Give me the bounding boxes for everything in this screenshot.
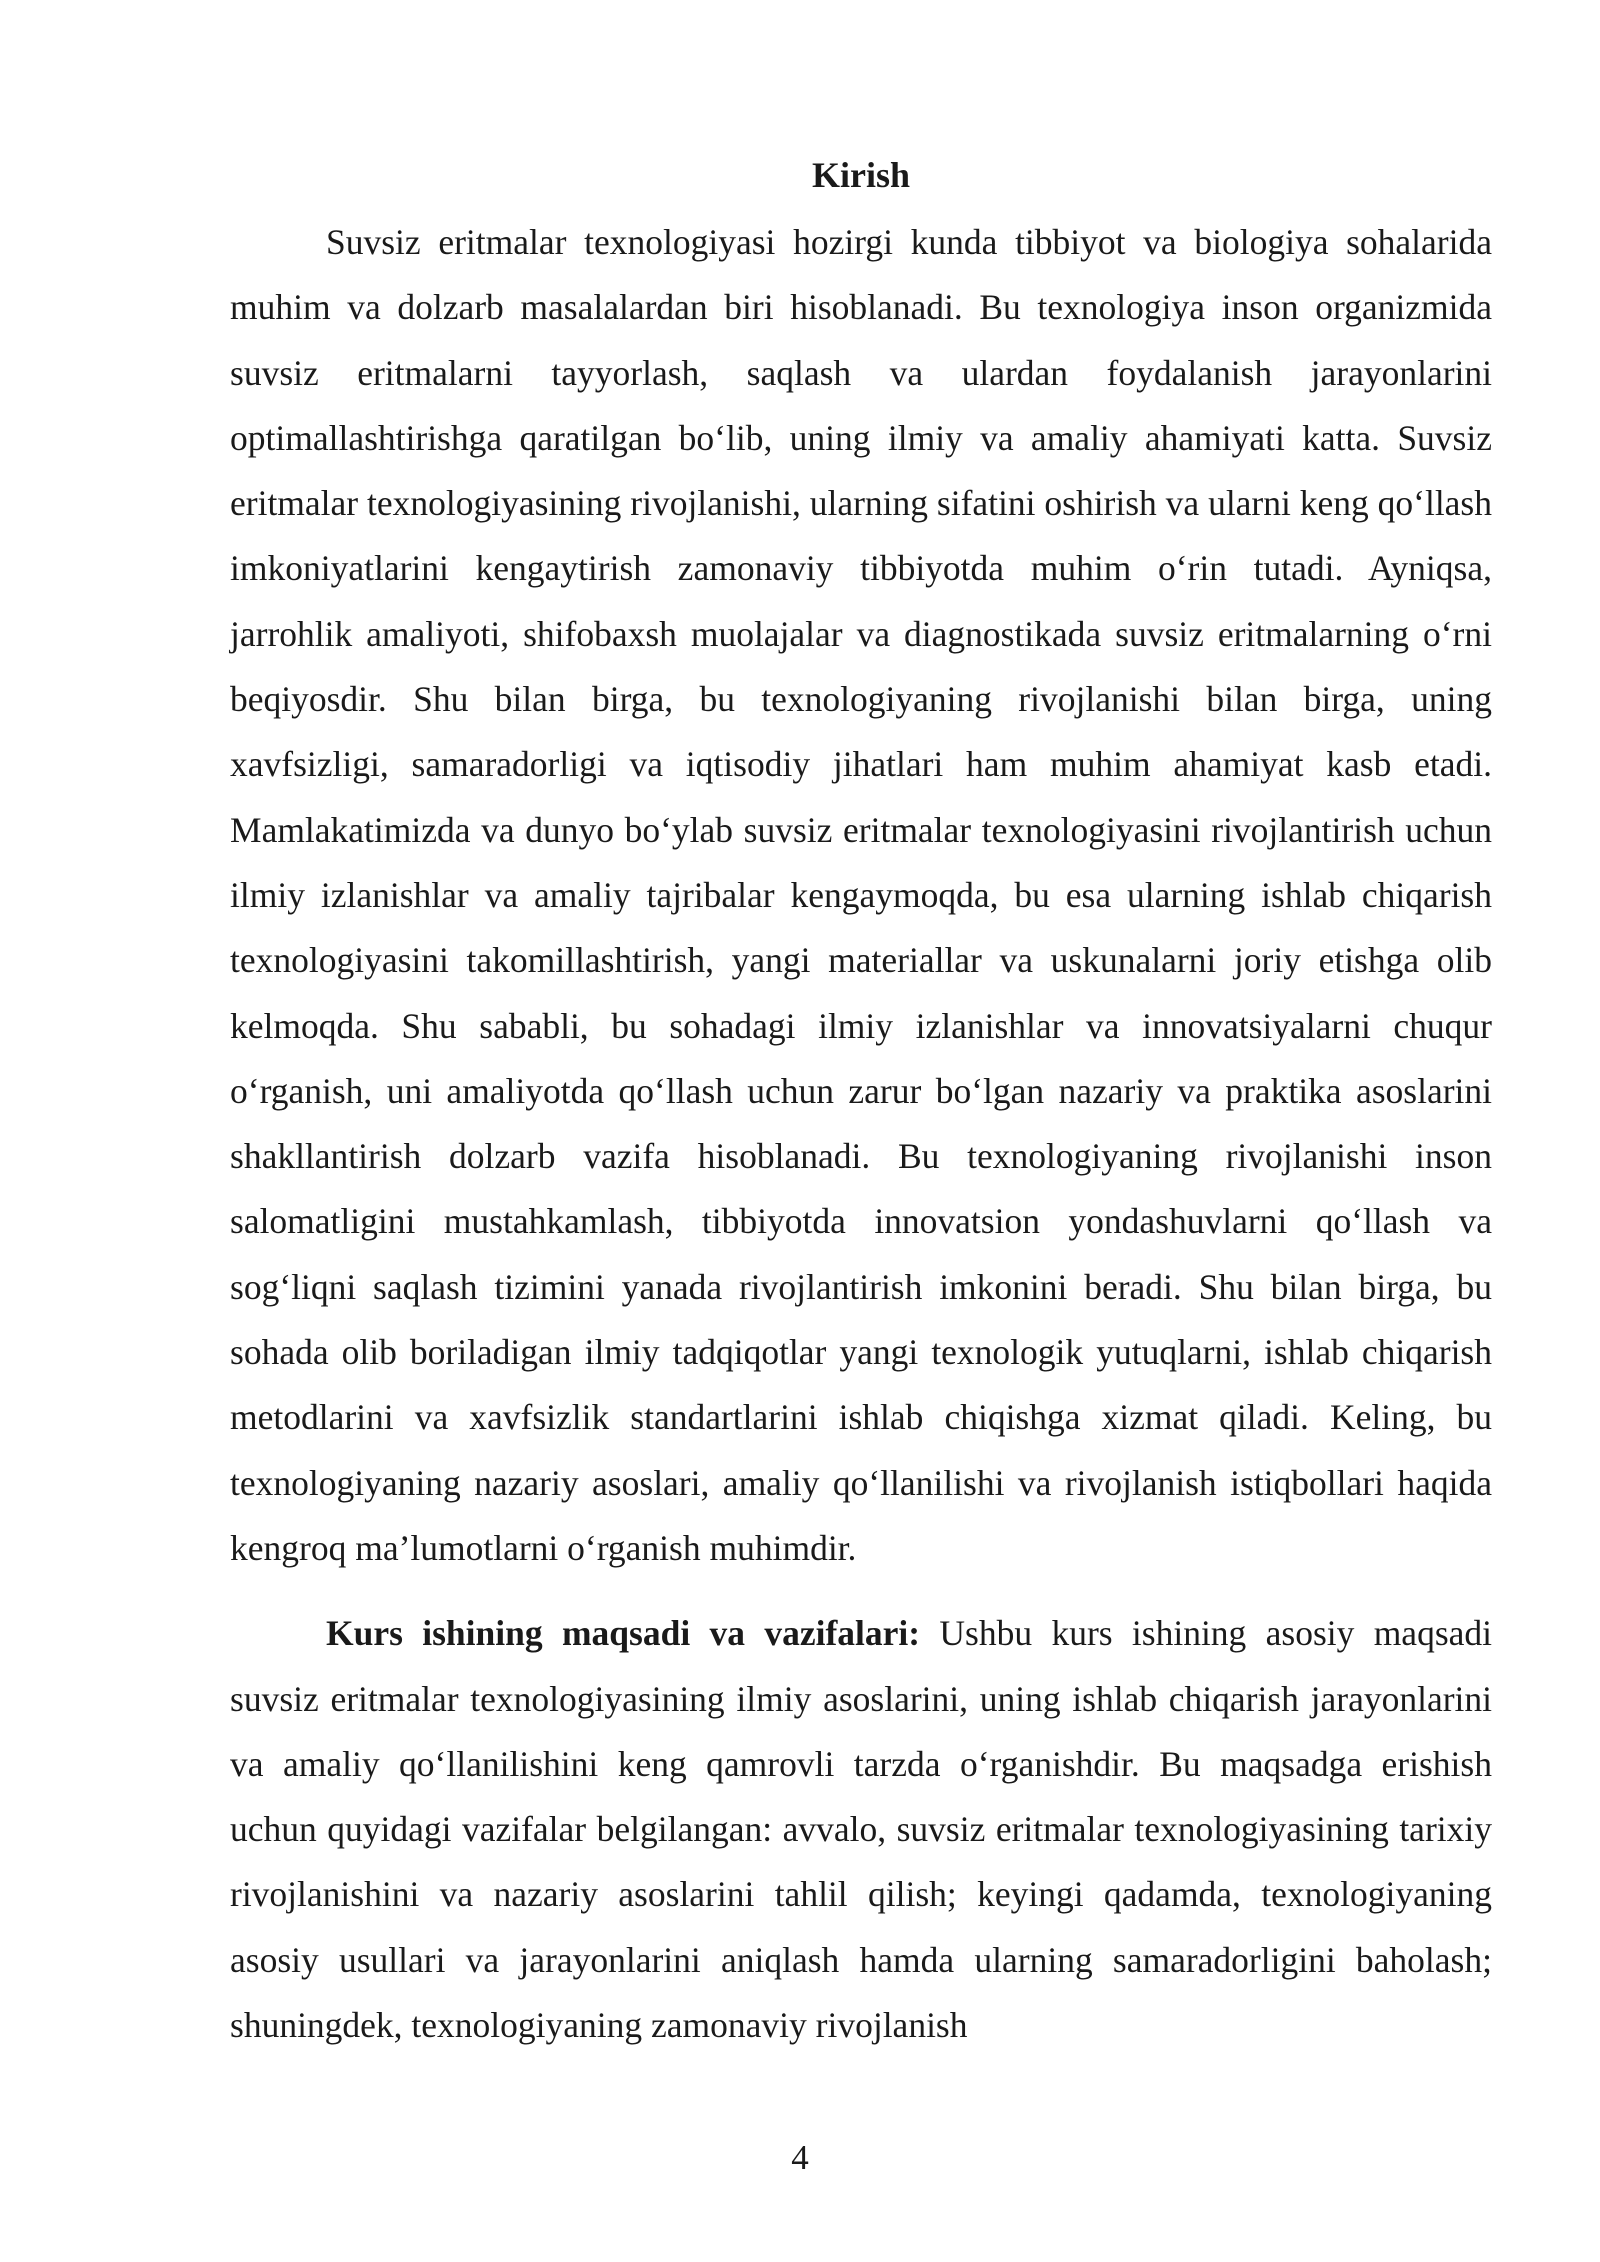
paragraph-lead: Kurs ishining maqsadi va vazifalari: (326, 1613, 921, 1654)
paragraph-text: Suvsiz eritmalar texnologiyasi hozirgi kunda tibbiyot va biologiya sohalarida muhim va dolzarb masalalardan biri hisoblanadi. Bu texnologiya inson organizmida suvsiz eritmalarni tayyorlash, saqlash va ulardan foydalanish jarayonlarini optimallashtirishga qaratilgan bo‘lib, uning ilmiy va amaliy ahamiyati katta. Suvsiz eritmalar texnologiyasining rivojlanishi, ularning sifatini oshirish va ularni keng qo‘llash imkoniyatlarini kengaytirish zamonaviy tibbiyotda muhim o‘rin tutadi. Ayniqsa, jarrohlik amaliyoti, shifobaxsh muolajalar va diagnostikada suvsiz eritmalarning o‘rni beqiyosdir. Shu bilan birga, bu texnologiyaning rivojlanishi bilan birga, uning xavfsizligi, samaradorligi va iqtisodiy jihatlari ham muhim ahamiyat kasb etadi. Mamlakatimizda va dunyo bo‘ylab suvsiz eritmalar texnologiyasini rivojlantirish uchun ilmiy izlanishlar va amaliy tajribalar kengaymoqda, bu esa ularning ishlab chiqarish texnologiyasini takomillashtirish, yangi materiallar va uskunalarni joriy etishga olib kelmoqda. Shu sababli, bu sohadagi ilmiy izlanishlar va innovatsiyalarni chuqur o‘rganish, uni amaliyotda qo‘llash uchun zarur bo‘lgan nazariy va praktika asoslarini shakllantirish dolzarb vazifa hisoblanadi. Bu texnologiyaning rivojlanishi inson salomatligini mustahkamlash, tibbiyotda innovatsion yondashuvlarni qo‘llash va sog‘liqni saqlash tizimini yanada rivojlantirish imkonini beradi. Shu bilan birga, bu sohada olib boriladigan ilmiy tadqiqotlar yangi texnologik yutuqlarni, ishlab chiqarish metodlarini va xavfsizlik standartlarini ishlab chiqishga xizmat qiladi. Keling, bu texnologiyaning nazariy asoslari, amaliy qo‘llanilishi va rivojlanish istiqbollari haqida kengroq ma’lumotlarni o‘rganish muhimdir. (230, 222, 1492, 1568)
page-number: 4 (791, 2138, 809, 2177)
intro-paragraph (230, 210, 1492, 1581)
page-content (230, 150, 1492, 2058)
section-heading: Kirish (811, 155, 910, 195)
goals-paragraph (230, 1601, 1492, 2058)
paragraph-text: Ushbu kurs ishining asosiy maqsadi suvsiz eritmalar texnologiyasining ilmiy asoslarini, uning ishlab chiqarish jarayonlarini va amaliy qo‘llanilishini keng qamrovli tarzda o‘rganishdir. Bu maqsadga erishish uchun quyidagi vazifalar belgilangan: avvalo, suvsiz eritmalar texnologiyasining tarixiy rivojlanishini va nazariy asoslarini tahlil qilish; keyingi qadamda, texnologiyaning asosiy usullari va jarayonlarini aniqlash hamda ularning samaradorligini baholash; shuningdek, texnologiyaning zamonaviy rivojlanish (230, 1613, 1492, 2046)
